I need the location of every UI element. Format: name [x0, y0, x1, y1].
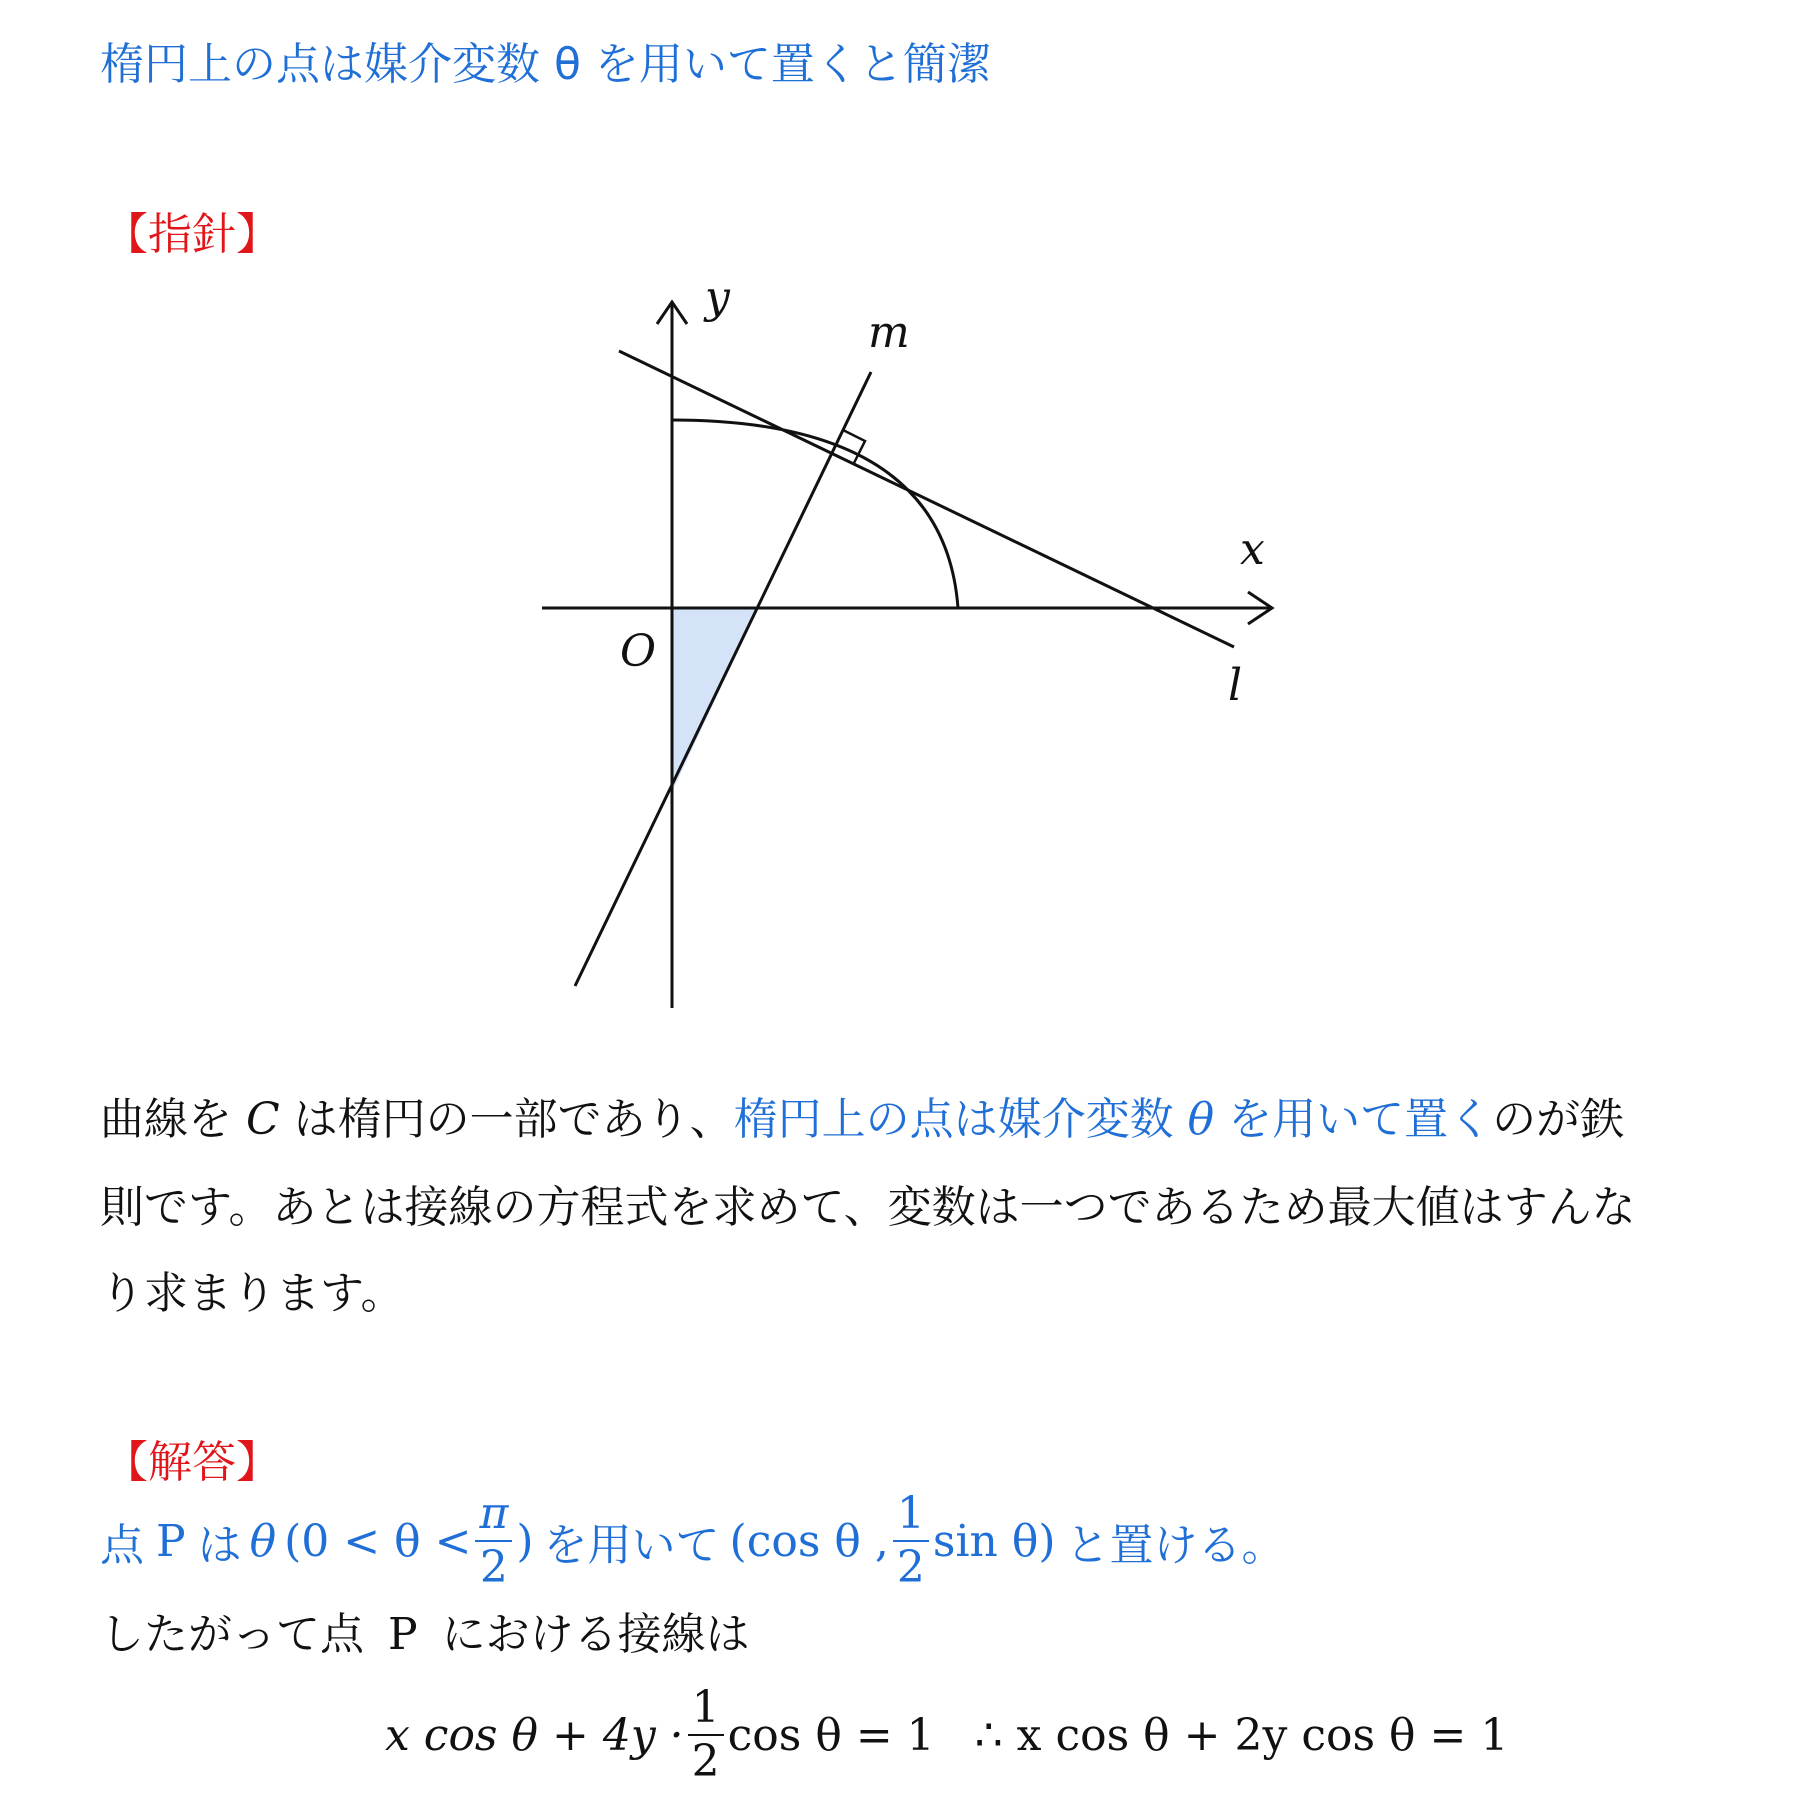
ellipse-arc [672, 420, 958, 608]
hint-label: 【指針】 [104, 209, 280, 260]
label-y: y [705, 272, 730, 323]
answer-label: 【解答】 [104, 1437, 280, 1488]
label-origin: O [620, 626, 657, 677]
hint-line-3: り求まります。 [100, 1268, 405, 1319]
curve-C: C [246, 1094, 280, 1145]
answer-line-2: したがって点 P における接線は [100, 1609, 750, 1660]
hint-line-2: 則です。あとは接線の方程式を求めて、変数は一つであるため最大値はすんな [100, 1182, 1636, 1233]
normal-line-m [575, 372, 871, 986]
equation-fraction: $\frac{1}{2}$ [688, 1686, 724, 1784]
tangent-line-l [619, 351, 1234, 647]
label-m: m [868, 307, 910, 358]
answer-line-1: 点 P は θ (0 < θ < $\frac{\pi}{2}$ ) を用いて (cos θ , $\frac{1}{2}$ sin θ) と置ける。 [100, 1488, 1286, 1593]
page-title: 楕円上の点は媒介変数 θ を用いて置くと簡潔 [100, 39, 991, 90]
fraction-one-half: $\frac{1}{2}$ [893, 1492, 929, 1590]
tangent-equation: x cos θ + 4y · $\frac{1}{2}$ cos θ = 1 ∴ x cos θ + 2y cos θ = 1 [385, 1682, 1509, 1787]
fraction-pi-over-2: $\frac{\pi}{2}$ [475, 1492, 512, 1590]
hint-line-1: 曲線を C は楕円の一部であり、楕円上の点は媒介変数 θ を用いて置くのが鉄 [100, 1094, 1625, 1145]
label-x: x [1240, 524, 1265, 575]
label-l: l [1228, 660, 1243, 711]
